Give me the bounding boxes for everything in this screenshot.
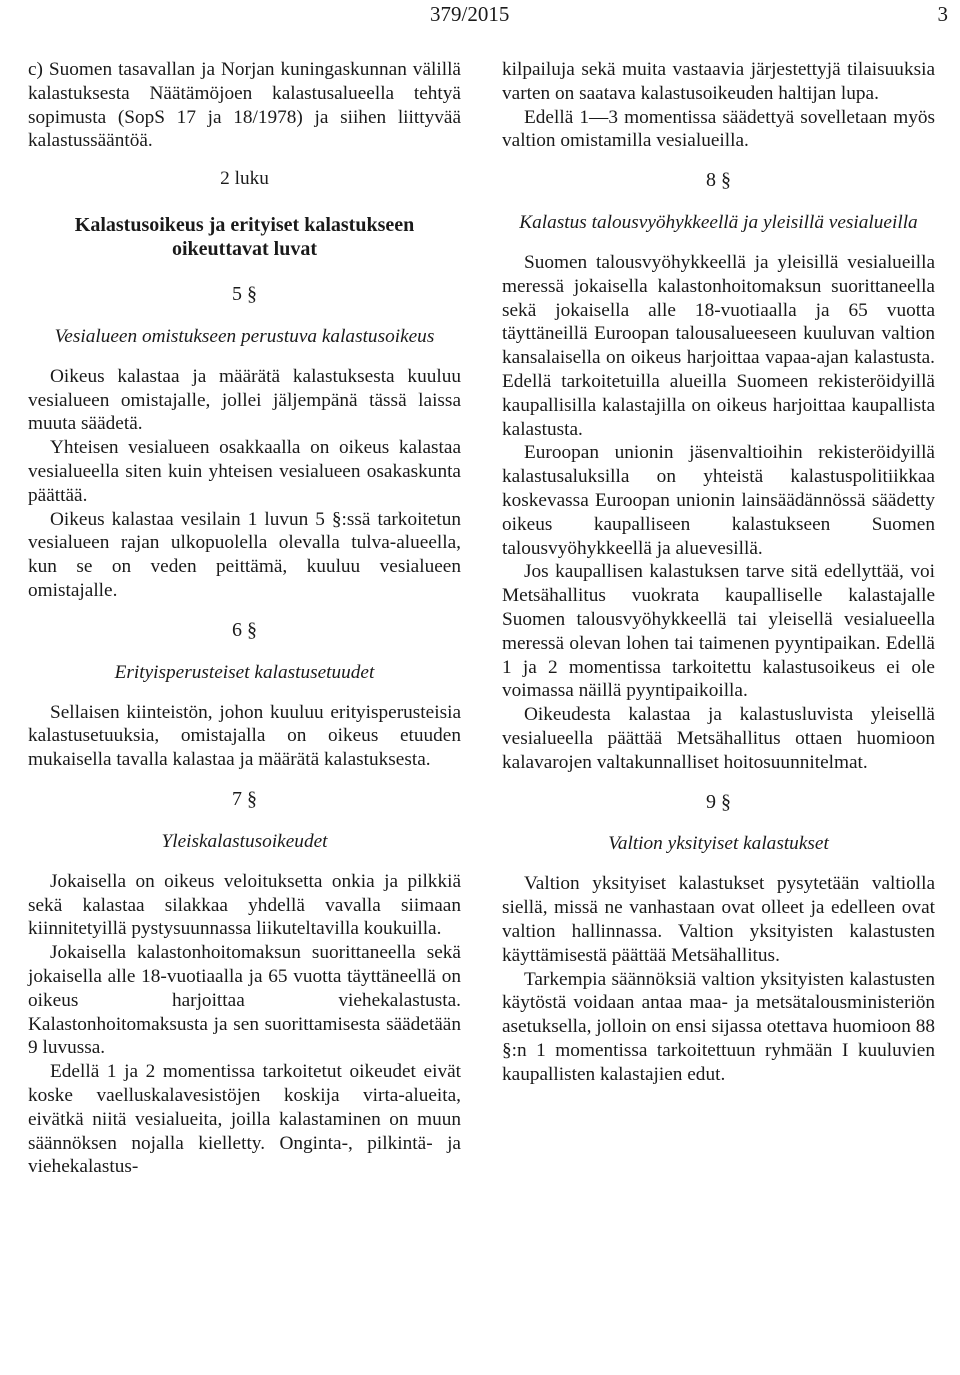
section-5-paragraph: Oikeus kalastaa ja määrätä kalastuksesta kuuluu vesialueen omistajalle, jollei jäljempänä tässä laissa muuta säädetä. [28,365,461,435]
section-8-title: Kalastus talousvyöhykkeellä ja yleisillä vesialueilla [519,211,918,233]
section-7-title: Yleiskalastusoikeudet [161,830,328,852]
left-column [28,58,461,1179]
section-5-paragraph: Oikeus kalastaa vesilain 1 luvun 5 §:ssä tarkoitetun vesialueen rajan ulkopuolella olevalla tulva-alueella, kun se on veden peittämä, kuuluu vesialueen omistajalle. [28,508,461,601]
section-8-number: 8 § [706,169,731,192]
section-9-number: 9 § [706,790,731,813]
section-7-paragraph: Jokaisella kalastonhoitomaksun suorittaneella sekä jokaisella alle 18-vuotiaalla ja 65 vuotta täyttäneellä on oikeus harjoittaa viehekalastusta. Kalastonhoitomaksusta ja sen suorittamisesta säädetään 9 luvussa. [28,942,461,1059]
section-7-paragraph: Jokaisella on oikeus veloituksetta onkia ja pilkkiä sekä kalastaa silakkaa yhdellä vavalla siimaan kiinnitetyillä pystysuunnassa liikuteltavilla koukuilla. [28,870,461,940]
section-5-number: 5 § [232,282,257,305]
right-column [502,58,935,1086]
chapter-title: Kalastusoikeus ja erityiset kalastukseen oikeuttavat luvat [74,213,415,260]
page-header [0,2,960,28]
section-8-paragraph: Suomen talousvyöhykkeellä ja yleisillä vesialueilla meressä jokaisella kalastonhoitomaksun suorittaneella sekä jokaisella alle 18-vuotiaalla ja 65 vuotta täyttäneillä Euroopan talousalueeseen kuuluvan valtion kansalaisella on oikeus harjoittaa vapaa-ajan kalastusta. Edellä tarkoitetuilla alueilla Suomeen rekisteröidyillä kaupallisilla kalastajilla on oikeus harjoittaa kaupallista kalastusta. [502,251,935,440]
section-8-paragraph: Jos kaupallisen kalastuksen tarve sitä edellyttää, voi Metsähallitus vuokrata kaupalliselle kalastajalle Suomen talousvyöhykkeellä tai yleisellä vesialueella meressä olevan lohen tai taimenen pyyntipaikan. Edellä 1 ja 2 momentissa tarkoitettu kalastusoikeus ei ole voimassa näillä pyyntipaikoilla. [502,561,935,702]
chapter-number: 2 luku [220,168,269,190]
section-9-paragraph: Valtion yksityiset kalastukset pysytetään valtiolla siellä, missä ne vanhastaan ovat olleet ja edelleen ovat valtion hallinnassa. Valtion yksityisten kalastusten käyttämisestä päättää Metsähallitus. [502,873,935,966]
section-6-number: 6 § [232,618,257,641]
section-5-title: Vesialueen omistukseen perustuva kalastusoikeus [54,325,435,347]
continued-paragraph: kilpailuja sekä muita vastaavia järjestettyjä tilaisuuksia varten on saatava kalastusoikeuden haltijan lupa. [502,59,935,104]
section-9-paragraph: Tarkempia säännöksiä valtion yksityisten kalastusten käytöstä voidaan antaa maa- ja metsätalousministeriön asetuksella, jolloin on ensi sijassa otettava huomioon 88 §:n 1 momentissa tarkoitettuun ryhmään I kuuluvien kaupallisten kalastajien edut. [502,968,935,1085]
section-9-title: Valtion yksityiset kalastukset [608,833,829,855]
page-number: 3 [937,2,948,26]
document-number: 379/2015 [430,2,510,26]
section-8-paragraph: Oikeudesta kalastaa ja kalastusluvista yleisellä vesialueella päättää Metsähallitus ottaen huomioon kalavarojen valtakunnalliset hoitosuunnitelmat. [502,704,935,773]
section-6-title: Erityisperusteiset kalastusetuudet [114,661,375,683]
intro-paragraph: c) Suomen tasavallan ja Norjan kuningaskunnan välillä kalastuksesta Näätämöjoen kalastusalueella tehtyä sopimusta (SopS 17 ja 18/1978) ja siihen liittyvää kalastussääntöä. [28,59,461,152]
section-7-paragraph: Edellä 1 ja 2 momentissa tarkoitetut oikeudet eivät koske vaelluskalavesistöjen koskija virta-alueita, eivätkä niitä vesialueita, joilla kalastaminen on muun säännöksen nojalla kielletty. Onginta-, pilkintä- ja viehekalastus- [28,1061,461,1178]
section-7-number: 7 § [232,787,257,810]
section-6-paragraph: Sellaisen kiinteistön, johon kuuluu erityisperusteisia kalastusetuuksia, omistajalla on oikeus etuuden mukaisella tavalla kalastaa ja määrätä kalastuksesta. [28,701,461,771]
section-5-paragraph: Yhteisen vesialueen osakkaalla on oikeus kalastaa vesialueella siten kuin yhteisen vesialueen osakaskunta päättää. [28,437,461,506]
continued-paragraph: Edellä 1—3 momentissa säädettyä sovelletaan myös valtion omistamilla vesialueilla. [502,106,935,152]
section-8-paragraph: Euroopan unionin jäsenvaltioihin rekisteröidyillä kalastusaluksilla on yhteistä kalastuspolitiikkaa koskevassa Euroopan unionin lainsäädännössä säädetty oikeus kaupalliseen kalastukseen Suomen talousvyöhykkeellä ja aluevesillä. [502,442,935,559]
